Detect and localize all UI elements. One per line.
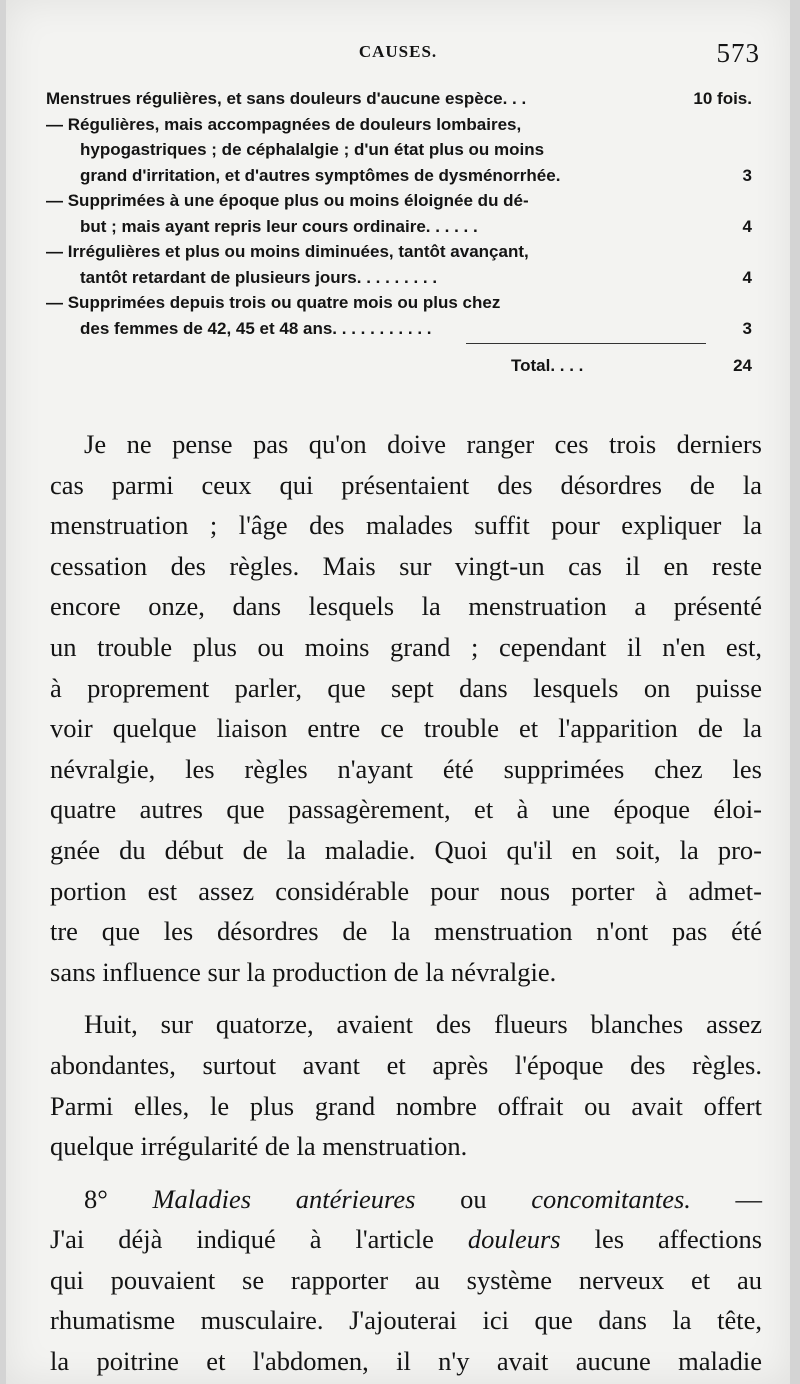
tally-count: 3 (742, 165, 752, 185)
tally-entry-text (46, 112, 692, 189)
tally-total-row (46, 341, 752, 381)
tally-entry (46, 112, 752, 189)
section-number: 8° (84, 1183, 108, 1214)
tally-count: 4 (742, 216, 752, 236)
text-line (50, 1219, 762, 1260)
tally-line: Menstrues régulières, et sans douleurs d'aucune espèce. . . (46, 89, 527, 108)
paragraph (50, 1179, 762, 1382)
section-heading-line (50, 1179, 762, 1220)
tally-entry (46, 239, 752, 290)
tally-line: — Régulières, mais accompagnées de douleurs lombaires, (46, 114, 522, 134)
text-fragment: J'ai déjà indiqué à l'article (50, 1224, 434, 1255)
menstruation-tally (46, 86, 752, 381)
text-line: abondantes, surtout avant et après l'époque des règles. (50, 1049, 762, 1080)
total-label: Total. . . . (511, 356, 584, 375)
tally-entry-text (46, 86, 692, 112)
text-line: encore onze, dans lesquels la menstruation a présenté (50, 591, 762, 622)
tally-line: — Irrégulières et plus ou moins diminuées, tantôt avançant, (46, 242, 529, 261)
page-number: 573 (716, 38, 760, 68)
text-line: quatre autres que passagèrement, et à une époque éloi- (50, 794, 762, 825)
text-fragment: les affections (594, 1224, 763, 1255)
text-line: cessation des règles. Mais sur vingt-un cas il en reste (50, 550, 762, 581)
text-line: qui pouvaient se rapporter au système nerveux et au (50, 1264, 762, 1295)
text-line: Parmi elles, le plus grand nombre offrait ou avait offert (50, 1090, 762, 1121)
tally-line: — Supprimées depuis trois ou quatre mois ou plus chez (46, 293, 501, 312)
tally-count: 4 (742, 267, 752, 287)
tally-line: — Supprimées à une époque plus ou moins éloignée du dé- (46, 191, 529, 210)
total-value: 24 (733, 356, 752, 375)
tally-entry-text (46, 188, 692, 239)
text-line: cas parmi ceux qui présentaient des désordres de la (50, 469, 762, 500)
text-line: Je ne pense pas qu'on doive ranger ces trois derniers (84, 429, 762, 459)
tally-count: 3 (742, 318, 752, 338)
tally-entry (46, 290, 752, 341)
text-line: tre que les désordres de la menstruation n'ont pas été (50, 916, 762, 947)
total-divider (466, 343, 706, 344)
tally-line: hypogastriques ; de céphalalgie ; d'un état plus ou moins (80, 140, 545, 159)
text-line: sans influence sur la production de la névralgie. (50, 956, 557, 987)
running-title: CAUSES. (358, 42, 438, 61)
section-heading-part: concomitantes. (531, 1183, 691, 1214)
text-line: portion est assez considérable pour nous porter à admet- (50, 875, 762, 906)
tally-count: 10 fois. (693, 89, 752, 108)
text-line: un trouble plus ou moins grand ; cependant il n'en est, (50, 631, 762, 662)
tally-entry (46, 188, 752, 239)
section-heading-part: Maladies antérieures (152, 1183, 416, 1214)
text-line: à proprement parler, que sept dans lesquels on puisse (50, 672, 762, 703)
tally-entry-text (46, 239, 692, 290)
paragraph (50, 1004, 762, 1166)
text-line: rhumatisme musculaire. J'ajouterai ici que dans la tête, (50, 1305, 762, 1336)
paragraph (50, 424, 762, 992)
text-line: menstruation ; l'âge des malades suffit pour expliquer la (50, 510, 762, 541)
text-line: gnée du début de la maladie. Quoi qu'il en soit, la pro- (50, 834, 762, 865)
tally-entry (46, 86, 752, 112)
tally-line: but ; mais ayant repris leur cours ordinaire. . . . . . (80, 216, 478, 236)
section-heading-dash: — (735, 1183, 763, 1214)
page-header (6, 38, 790, 78)
tally-line: grand d'irritation, et d'autres symptômes de dysménorrhée. (80, 165, 561, 185)
tally-line: tantôt retardant de plusieurs jours. . . . . . . . . (80, 267, 438, 287)
text-line: névralgie, les règles n'ayant été supprimées chez les (50, 753, 762, 784)
section-heading-join: ou (460, 1183, 487, 1214)
text-line: voir quelque liaison entre ce trouble et l'apparition de la (50, 713, 762, 744)
text-line: quelque irrégularité de la menstruation. (50, 1131, 468, 1162)
text-line: la poitrine et l'abdomen, il n'y avait aucune maladie (50, 1346, 762, 1377)
book-page (6, 0, 790, 1384)
tally-line: des femmes de 42, 45 et 48 ans. . . . . . . . . . . (80, 318, 432, 338)
text-line: Huit, sur quatorze, avaient des flueurs blanches assez (84, 1009, 762, 1040)
body-text (50, 424, 762, 1382)
text-fragment-italic: douleurs (467, 1224, 561, 1255)
tally-entry-text (46, 290, 692, 341)
